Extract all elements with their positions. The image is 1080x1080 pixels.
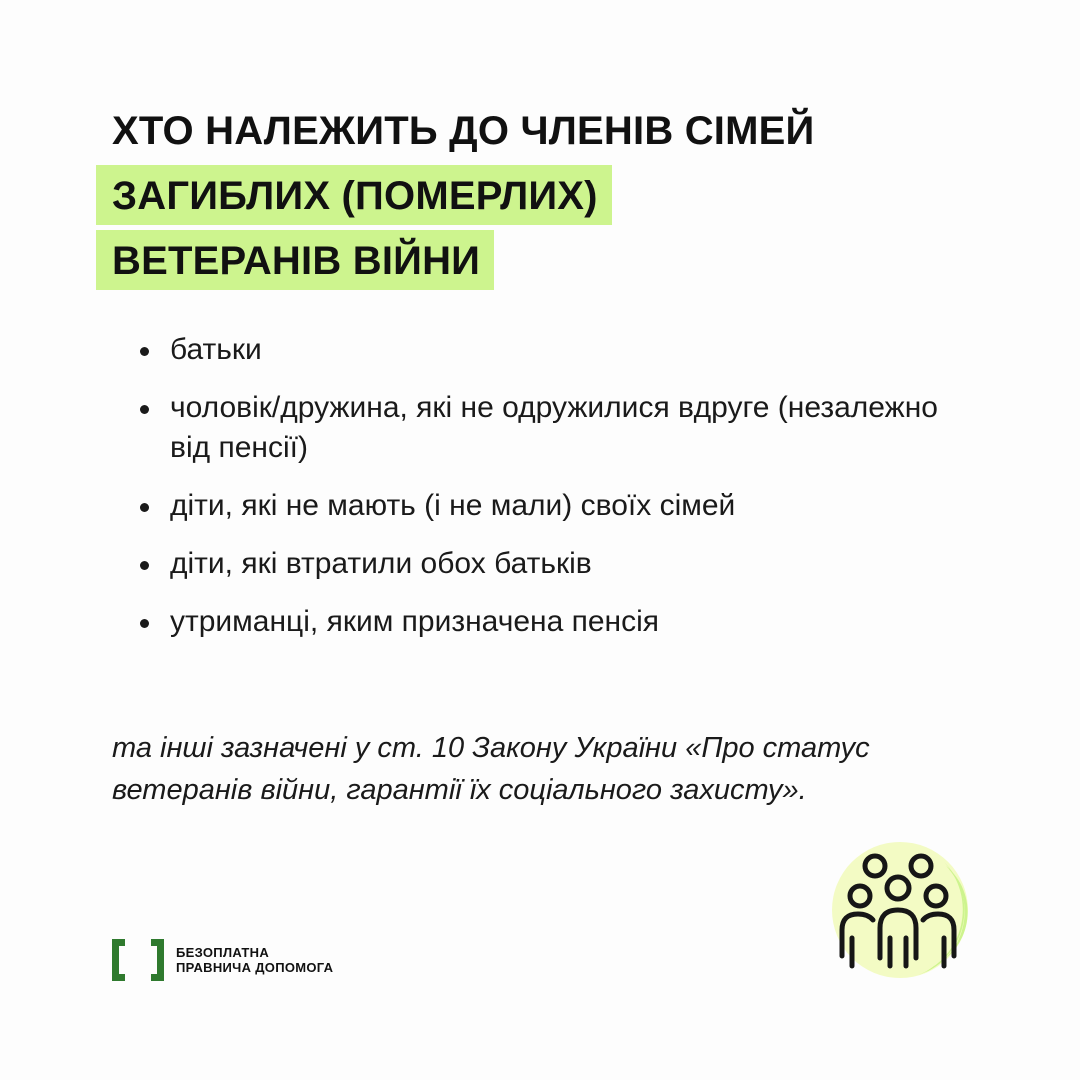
bullet-dot-icon <box>140 347 149 356</box>
list-item <box>140 602 940 642</box>
title-line-2-highlighted: ЗАГИБЛИХ (ПОМЕРЛИХ) <box>96 165 612 225</box>
organization-name-line-1: БЕЗОПЛАТНА <box>176 945 270 960</box>
list-item-text: батьки <box>170 333 262 366</box>
list-item-text: діти, які втратили обох батьків <box>170 547 592 580</box>
list-item <box>140 544 940 584</box>
list-item-text: утриманці, яким призначена пенсія <box>170 605 660 638</box>
law-reference-note: та інші зазначені у ст. 10 Закону України «Про статус ветеранів війни, гарантії їх соціального захисту». <box>112 732 870 806</box>
bullet-dot-icon <box>140 561 149 570</box>
list-item-text: чоловік/дружина, які не одружилися вдруге (незалежно від пенсії) <box>170 391 938 464</box>
family-members-list <box>140 330 940 660</box>
title-line-1: ХТО НАЛЕЖИТЬ ДО ЧЛЕНІВ СІМЕЙ <box>112 109 815 153</box>
organization-name <box>176 945 333 975</box>
bracket-logo-icon <box>110 937 166 983</box>
title-line-3-highlighted: ВЕТЕРАНІВ ВІЙНИ <box>96 230 494 290</box>
organization-name-line-2: ПРАВНИЧА ДОПОМОГА <box>176 960 334 975</box>
bullet-dot-icon <box>140 619 149 628</box>
list-item <box>140 388 940 468</box>
list-item <box>140 330 940 370</box>
organization-logo <box>110 935 380 985</box>
people-group-icon <box>818 838 978 988</box>
list-item <box>140 486 940 526</box>
bullet-dot-icon <box>140 503 149 512</box>
list-item-text: діти, які не мають (і не мали) своїх сімей <box>170 489 736 522</box>
bullet-dot-icon <box>140 405 149 414</box>
page-title <box>96 100 828 295</box>
